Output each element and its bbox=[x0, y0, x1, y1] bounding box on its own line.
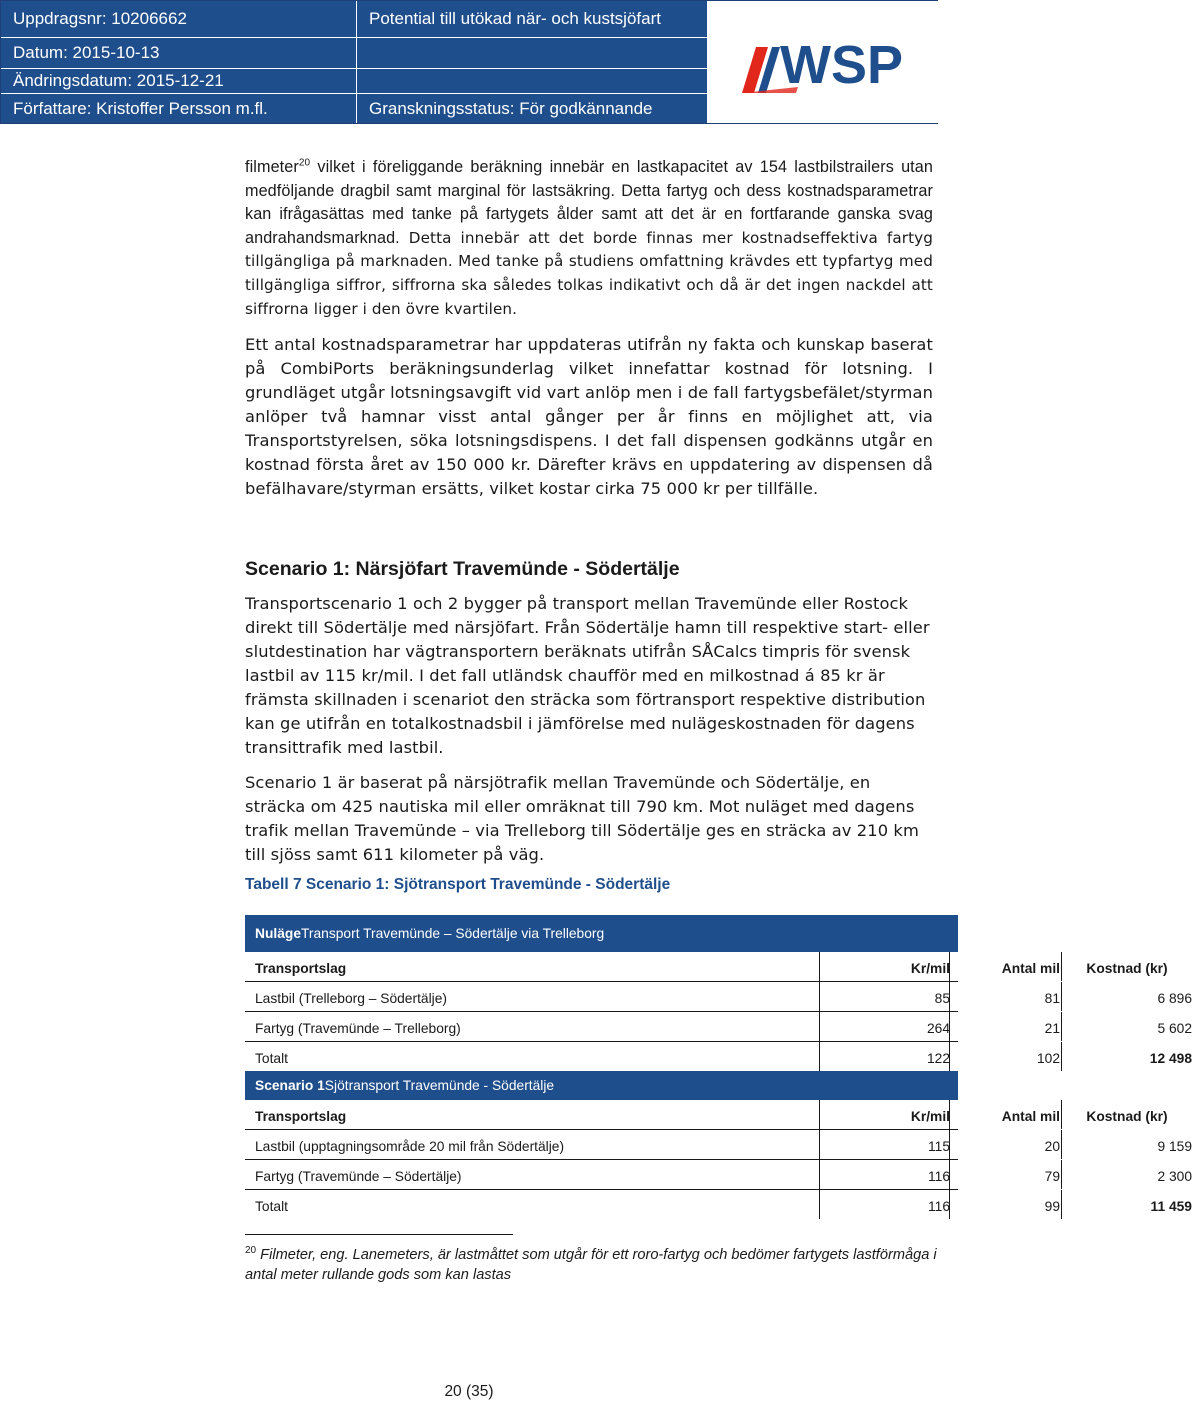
header-empty-cell-2 bbox=[357, 69, 707, 93]
column-header: Kostnad (kr) bbox=[1086, 961, 1168, 976]
document-title: Potential till utökad när- och kustsjöfart bbox=[357, 1, 707, 37]
assignment-number: Uppdragsnr: 10206662 bbox=[1, 1, 356, 37]
column-header: Kostnad (kr) bbox=[1086, 1109, 1168, 1124]
logo-text: WSP bbox=[780, 35, 904, 95]
column-header: Kr/mil bbox=[910, 1109, 950, 1124]
review-status: Granskningsstatus: För godkännande bbox=[357, 94, 707, 123]
footnote bbox=[245, 1241, 945, 1285]
paragraph-3: Transportscenario 1 och 2 bygger på transport mellan Travemünde eller Rostock direkt till Södertälje med närsjöfart. Från Södertälje hamn till respektive start- eller slutdestination har vägtransportern beräknats utifrån SÅCalcs timpris för svensk lastbil av 115 kr/mil. I det fall utländsk chaufför med en milkostnad á 85 kr är främsta skillnaden i scenariot den sträcka som förtransport respektive distribution kan ge utifrån en totalkostnadsbil i jämförelse med nulägeskostnaden för dagens transittrafik med lastbil. bbox=[245, 594, 930, 757]
body-text bbox=[245, 156, 933, 501]
table-total-row: Totalt 116 99 11 459 bbox=[245, 1190, 958, 1219]
column-header: Transportslag bbox=[255, 961, 347, 976]
paragraph-4: Scenario 1 är baserat på närsjötrafik mellan Travemünde och Södertälje, en sträcka om 425 nautiska mil eller omräknat till 790 km. Mot nuläget med dagens trafik mellan Travemünde – via Trelleborg till Södertälje ges en sträcka av 210 km till sjöss samt 611 kilometer på väg. bbox=[245, 773, 919, 864]
table-row: Fartyg (Travemünde – Södertälje) 116 79 2 300 bbox=[245, 1160, 958, 1190]
section-heading: Scenario 1: Närsjöfart Travemünde - Södertälje bbox=[245, 558, 680, 580]
column-header: Antal mil bbox=[1001, 1109, 1060, 1124]
footnote-text: Filmeter, eng. Lanemeters, är lastmåttet som utgår för ett roro-fartyg och bedömer fartygets lastförmåga i antal meter rullande gods som kan lastas bbox=[245, 1246, 937, 1283]
footnote-number: 20 bbox=[245, 1245, 257, 1256]
column-header: Antal mil bbox=[1001, 961, 1060, 976]
table-section-header-current: Nuläge Transport Travemünde – Södertälje via Trelleborg bbox=[245, 915, 958, 952]
column-header: Kr/mil bbox=[910, 961, 950, 976]
table-row: Fartyg (Travemünde – Trelleborg) 264 21 5 602 bbox=[245, 1012, 958, 1042]
table-caption: Tabell 7 Scenario 1: Sjötransport Travemünde - Södertälje bbox=[245, 876, 671, 893]
table-row: Lastbil (Trelleborg – Södertälje) 85 81 6 896 bbox=[245, 982, 958, 1012]
change-date: Ändringsdatum: 2015-12-21 bbox=[1, 69, 356, 93]
paragraph-1: filmeter$^{20}$ vilket i föreliggande beräkning innebär en lastkapacitet av 154 lastbilstrailers utan medföljande dragbil samt marginal för lastsäkring. Detta fartyg och dess kostnadsparametrar kan ifrågasättas med tanke på fartygets ålder samt att det är en fortfarande ganska svag andrahandsmarknad. Detta innebär att det borde finnas mer kostnadseffektiva fartyg tillgängliga på marknaden. Med tanke på studiens omfattning krävdes ett typfartyg med tillgängliga siffror, siffrorna ska således tolkas indikativt och då är det ingen nackdel att siffrorna ligger i den övre kvartilen. bbox=[245, 157, 933, 318]
table-header-row bbox=[245, 952, 1168, 982]
column-header: Transportslag bbox=[255, 1109, 347, 1124]
wsp-logo-icon bbox=[738, 27, 928, 97]
document-date: Datum: 2015-10-13 bbox=[1, 38, 356, 68]
table-section-header-scenario: Scenario 1 Sjötransport Travemünde - Södertälje bbox=[245, 1071, 958, 1100]
page-number: 20 (35) bbox=[444, 1383, 494, 1400]
company-logo bbox=[708, 1, 938, 123]
footnote-divider bbox=[245, 1234, 513, 1235]
header-empty-cell bbox=[357, 38, 707, 68]
cost-table bbox=[245, 915, 1192, 1219]
author: Författare: Kristoffer Persson m.fl. bbox=[1, 94, 356, 123]
table-header-row bbox=[245, 1100, 1168, 1130]
paragraph-2: Ett antal kostnadsparametrar har uppdateras utifrån ny fakta och kunskap baserat på CombiPorts beräkningsunderlag vilket innefattar kostnad för lotsning. I grundläget utgår lotsningsavgift vid vart anlöp men i de fall fartygsbefälet/styrman anlöper två hamnar visst antal gånger per år finns en möjlighet att, via Transportstyrelsen, söka lotsningsdispens. I det fall dispensen godkänns utgår en kostnad första året av 150 000 kr. Därefter krävs en uppdatering av dispensen då befälhavare/styrman ersätts, vilket kostar cirka 75 000 kr per tillfälle. bbox=[245, 335, 933, 499]
footnote-reference[interactable]: 20 bbox=[298, 157, 311, 169]
document-header bbox=[0, 0, 938, 124]
body-text-2 bbox=[245, 592, 933, 867]
table-row: Lastbil (upptagningsområde 20 mil från Södertälje) 115 20 9 159 bbox=[245, 1130, 958, 1160]
table-total-row: Totalt 122 102 12 498 bbox=[245, 1042, 958, 1071]
